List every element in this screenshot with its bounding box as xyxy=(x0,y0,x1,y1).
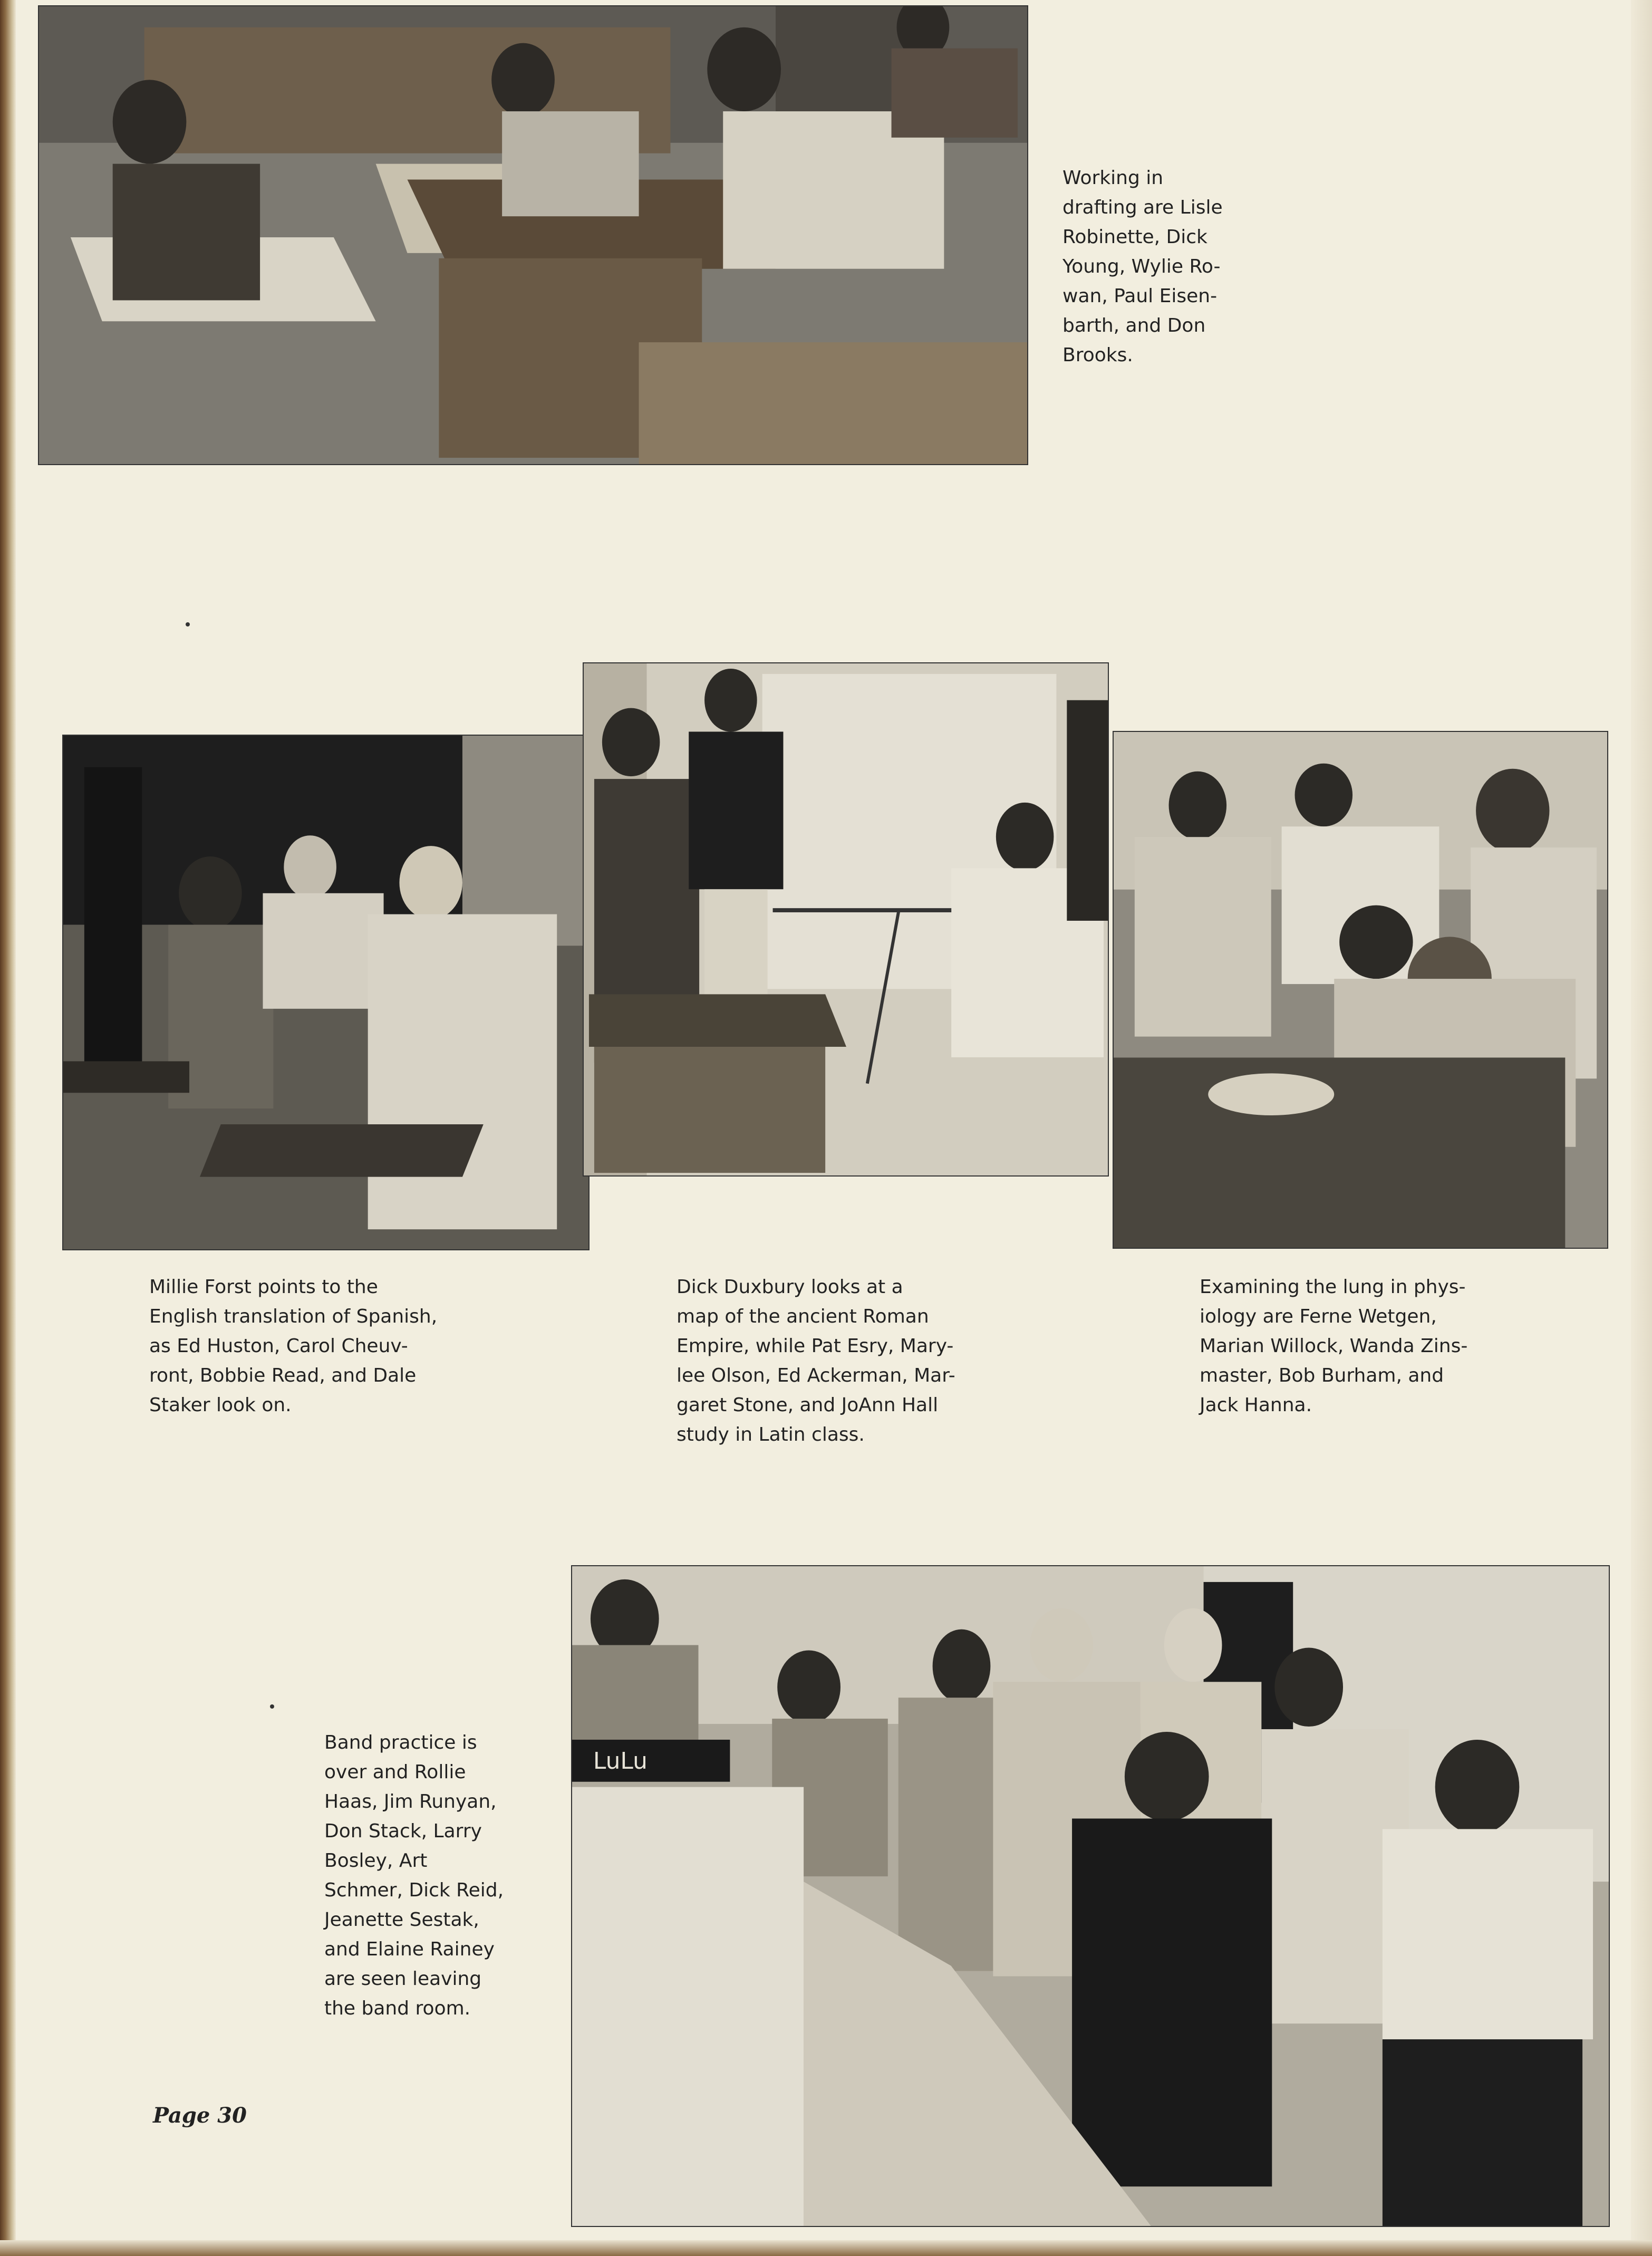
latin-class-photo xyxy=(583,662,1109,1177)
physiology-class-photo xyxy=(1113,731,1608,1249)
latin-caption: Dick Duxbury looks at a map of the ancient Roman Empire, while Pat Esry, Mary- lee Olson, Ed Ackerman, Mar- garet Stone, and JoAnn Hall study in Latin class. xyxy=(677,1276,955,1445)
page-edge-right xyxy=(1631,0,1652,2256)
lulu-sign-text: LuLu xyxy=(593,1747,648,1775)
print-speck xyxy=(270,1704,274,1709)
spanish-class-photo xyxy=(62,735,590,1250)
drafting-class-photo xyxy=(38,5,1028,465)
drafting-caption: Working in drafting are Lisle Robinette, Dick Young, Wylie Ro- wan, Paul Eisen- barth, and Don Brooks. xyxy=(1062,167,1223,366)
page-edge-bottom xyxy=(0,2240,1652,2256)
print-speck xyxy=(186,622,190,626)
physiology-caption: Examining the lung in phys- iology are Ferne Wetgen, Marian Willock, Wanda Zins- master, Bob Burham, and Jack Hanna. xyxy=(1200,1276,1468,1416)
binding-edge xyxy=(0,0,16,2256)
page-number: Page 30 xyxy=(153,2103,247,2128)
band-room-photo xyxy=(571,1565,1610,2227)
band-caption: Band practice is over and Rollie Haas, Jim Runyan, Don Stack, Larry Bosley, Art Schmer, Dick Reid, Jeanette Sestak, and Elaine Rainey are seen leaving the band room. xyxy=(324,1732,504,2019)
spanish-caption: Millie Forst points to the English translation of Spanish, as Ed Huston, Carol Cheuv- ront, Bobbie Read, and Dale Staker look on. xyxy=(149,1276,438,1416)
